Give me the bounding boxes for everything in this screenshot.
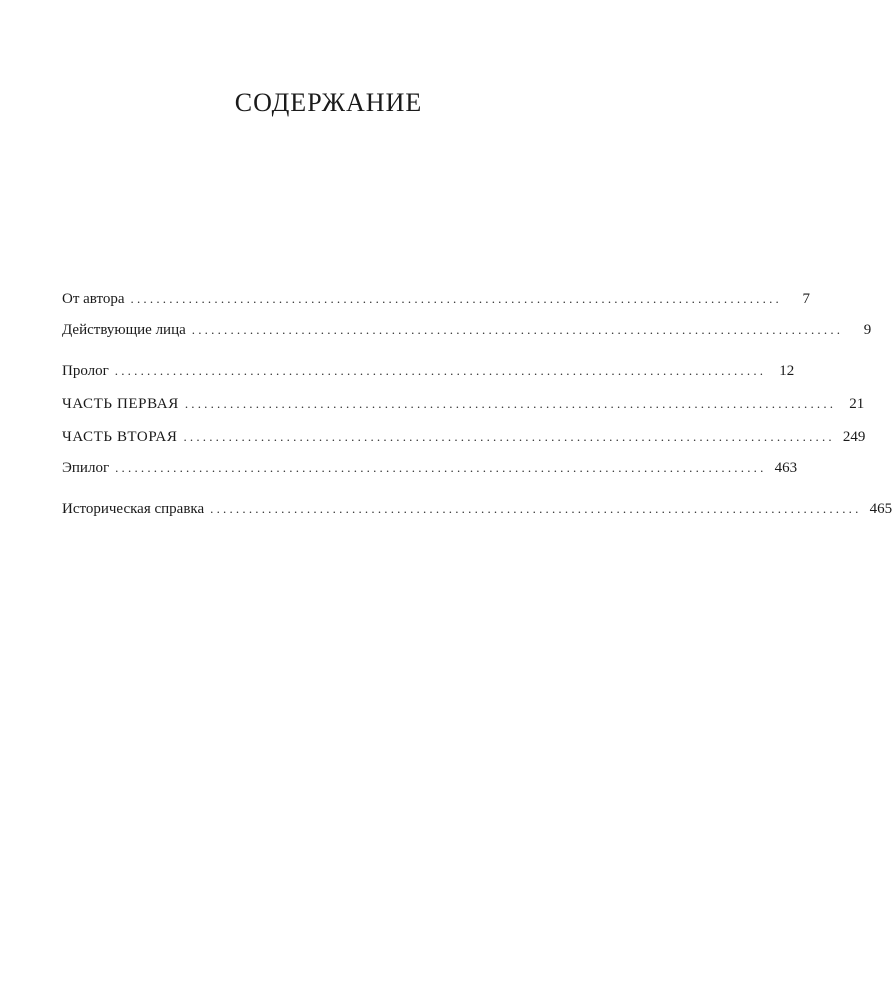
toc-entry-prologue[interactable] bbox=[62, 355, 795, 386]
dot-leader: ..................................................................................................... bbox=[191, 322, 844, 337]
toc-entry-title: ЧАСТЬ ВТОРАЯ bbox=[62, 429, 178, 445]
toc-entry-page: 21 bbox=[849, 396, 865, 412]
dot-leader: ..................................................................................................... bbox=[130, 291, 782, 306]
toc-entry-page: 7 bbox=[802, 291, 810, 307]
toc-entry-title: Пролог bbox=[62, 363, 109, 379]
page-title: СОДЕРЖАНИЕ bbox=[234, 88, 423, 117]
dot-leader: ..................................................................................................... bbox=[184, 396, 837, 411]
toc-entry-epilogue[interactable] bbox=[62, 452, 798, 483]
toc-entry-title: Эпилог bbox=[62, 460, 110, 476]
dot-leader: ..................................................................................................... bbox=[115, 460, 767, 475]
toc-entry-page: 463 bbox=[774, 460, 798, 476]
toc-entry-page: 12 bbox=[779, 363, 795, 379]
toc-entry-page: 9 bbox=[863, 322, 872, 338]
dot-leader: ..................................................................................................... bbox=[210, 501, 862, 516]
toc-entry-page: 465 bbox=[869, 501, 892, 517]
toc-entry-title: ЧАСТЬ ПЕРВАЯ bbox=[62, 396, 179, 412]
dot-leader: ..................................................................................................... bbox=[183, 429, 835, 444]
toc-entry-page: 249 bbox=[842, 429, 866, 445]
toc-entry-title: Историческая справка bbox=[62, 501, 205, 517]
dot-leader: ..................................................................................................... bbox=[114, 363, 767, 378]
toc-entry-title: Действующие лица bbox=[62, 322, 186, 338]
toc-entry-part-two[interactable] bbox=[62, 421, 866, 452]
toc-entry-from-author[interactable] bbox=[62, 283, 810, 314]
toc-entry-title: От автора bbox=[62, 291, 125, 307]
toc-entry-characters[interactable] bbox=[62, 314, 872, 345]
table-of-contents bbox=[62, 283, 892, 524]
toc-entry-part-one[interactable] bbox=[62, 388, 865, 419]
toc-entry-historical-note[interactable] bbox=[62, 493, 892, 524]
